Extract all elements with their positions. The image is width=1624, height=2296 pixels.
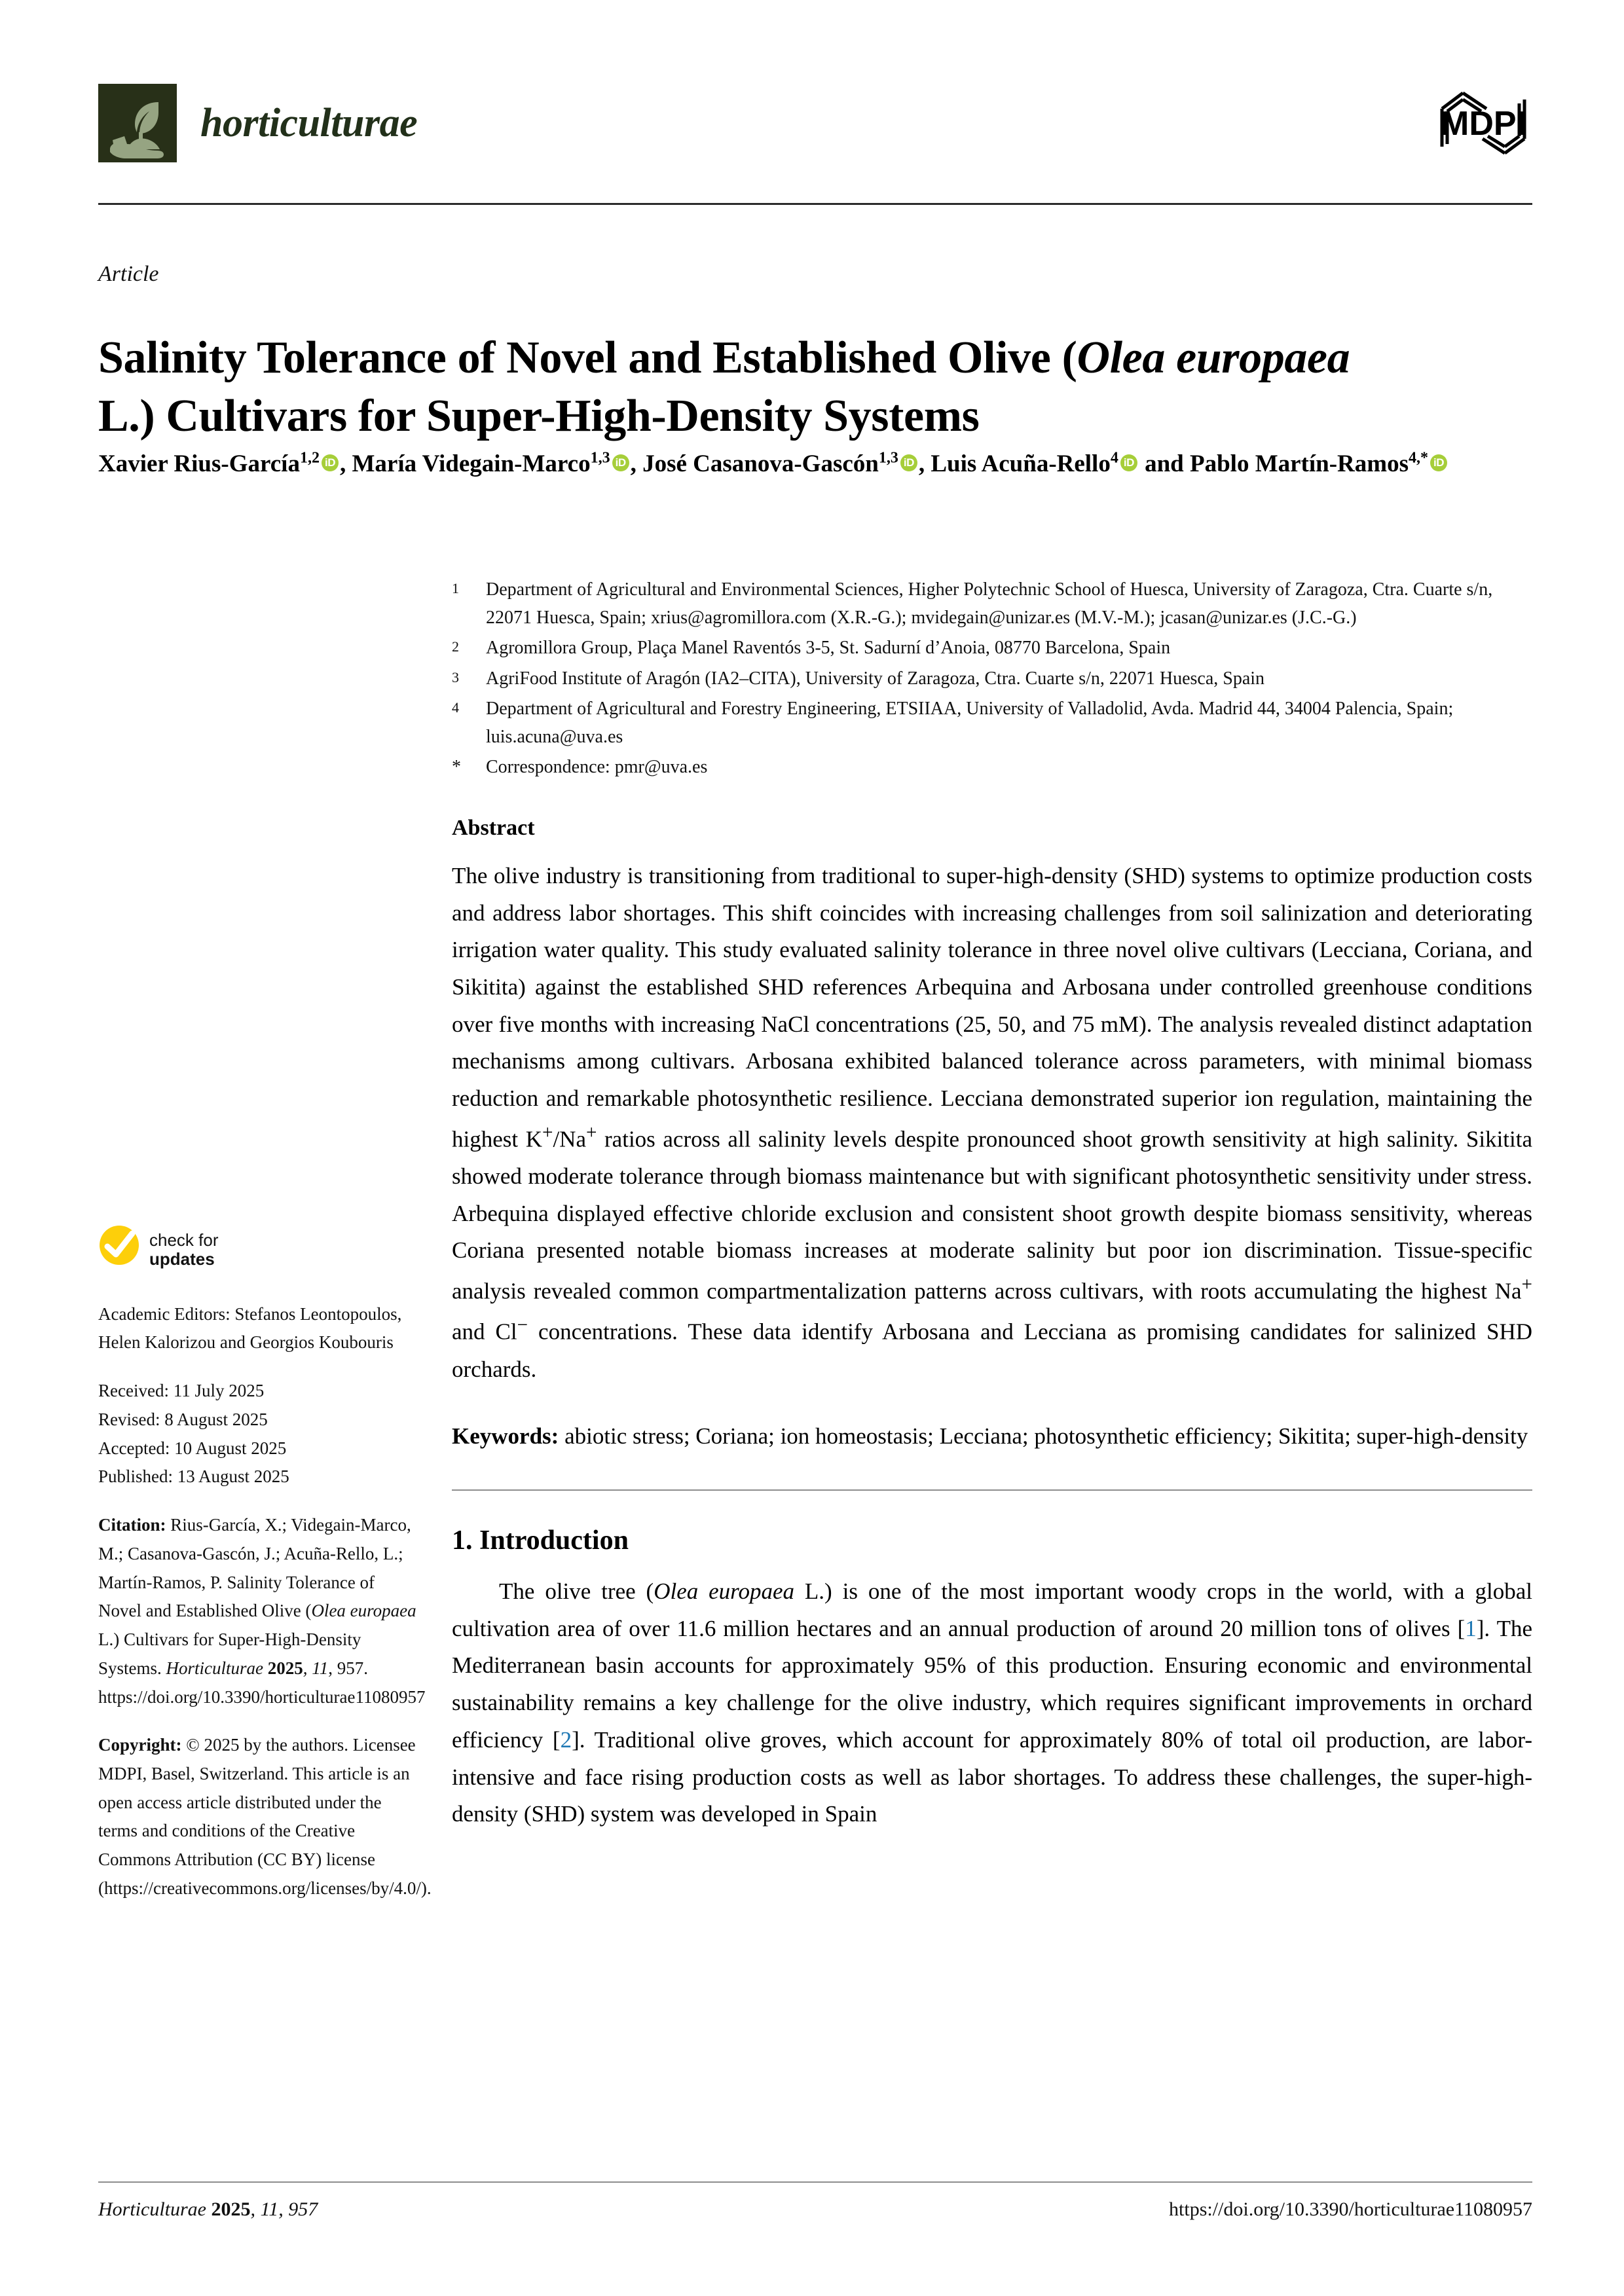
citation-volume: 11 xyxy=(312,1658,329,1678)
superscript-plus: + xyxy=(542,1121,553,1143)
citation-genus-species: Olea europaea xyxy=(311,1601,416,1621)
check-updates-line-1: check for xyxy=(149,1230,219,1250)
author-entry xyxy=(1145,450,1449,477)
footer-divider xyxy=(98,2181,1532,2183)
superscript-minus: − xyxy=(517,1315,528,1336)
orcid-icon[interactable]: iD xyxy=(322,454,339,471)
author-name: María Videgain-Marco xyxy=(352,450,591,477)
journal-branding xyxy=(98,84,417,162)
affiliation-row xyxy=(452,634,1532,663)
title-part-1: Salinity Tolerance of Novel and Established Olive ( xyxy=(98,332,1077,383)
affiliation-text: AgriFood Institute of Aragón (IA2–CITA), University of Zaragoza, Ctra. Cuarte s/n, 22071 Huesca, Spain xyxy=(486,668,1265,689)
intro-part-1: The olive tree ( xyxy=(499,1578,654,1605)
mdpi-wordmark: MDPI xyxy=(1441,105,1526,143)
copyright-block xyxy=(98,1731,432,1903)
affiliation-row xyxy=(452,754,1532,782)
article-type-label: Article xyxy=(98,262,159,286)
footer-volume-page: , 11, 957 xyxy=(250,2198,318,2220)
author-name: Luis Acuña-Rello xyxy=(931,450,1111,477)
affiliation-row xyxy=(452,576,1532,632)
intro-part-3: ]. The Mediterranean basin accounts for approximately 95% of this production. Ensuring economic and environmental sustainability remains a key challenge for the olive industry, which requires significant improvements in orchard efficiency [ xyxy=(452,1615,1532,1753)
check-updates-label xyxy=(149,1231,219,1268)
date-received: Received: 11 July 2025 xyxy=(98,1381,265,1401)
author-separator: , xyxy=(918,450,931,477)
affiliation-marker: 1 xyxy=(452,580,459,596)
author-separator: , xyxy=(339,450,352,477)
introduction-paragraph xyxy=(452,1573,1532,1833)
copyright-label: Copyright: xyxy=(98,1735,182,1755)
author-entry xyxy=(352,450,642,477)
journal-title: horticulturae xyxy=(200,101,418,145)
date-revised: Revised: 8 August 2025 xyxy=(98,1409,268,1429)
abstract-part-3: ratios across all salinity levels despite pronounced shoot growth sensitivity at high salinity. Sikitita showed moderate tolerance through biomass maintenance but with significant photosynthetic sensitivity under stress. Arbequina displayed effective chloride exclusion and consistent shoot growth despite biomass sensitivity, whereas Coriana presented notable biomass increases at moderate salinity but poor ion discrimination. Tissue-specific analysis revealed common compartmentalization patterns across cultivars, with roots accumulating the highest Na xyxy=(452,1126,1532,1304)
intro-genus-species: Olea europaea xyxy=(654,1578,795,1605)
footer-citation xyxy=(98,2198,318,2221)
abstract-text xyxy=(452,858,1532,1389)
crossmark-check-for-updates-badge[interactable] xyxy=(98,1224,419,1275)
affiliation-text: Department of Agricultural and Forestry Engineering, ETSIIAA, University of Valladolid, Avda. Madrid 44, 34004 Palencia, Spain; luis.acuna@uva.es xyxy=(486,699,1454,747)
citation-ref-2[interactable]: 2 xyxy=(560,1726,572,1753)
sidebar xyxy=(98,1224,432,1903)
orcid-icon[interactable]: iD xyxy=(1430,454,1447,471)
footer-journal-name: Horticulturae xyxy=(98,2198,206,2220)
abstract-part-4: and Cl xyxy=(452,1319,517,1345)
introduction-heading: 1. Introduction xyxy=(452,1525,629,1556)
keywords-values: abiotic stress; Coriana; ion homeostasis; Lecciana; photosynthetic efficiency; Sikitita; super-high-density xyxy=(559,1423,1528,1449)
keywords-line xyxy=(452,1418,1532,1455)
author-name: José Casanova-Gascón xyxy=(642,450,879,477)
citation-text-a: Rius-García, X.; Videgain-Marco, M.; Casanova-Gascón, J.; Acuña-Rello, L.; Martín-Ramos, P. Salinity Tolerance of Novel and Established Olive ( xyxy=(98,1515,411,1621)
abstract-part-1: The olive industry is transitioning from traditional to super-high-density (SHD) systems to optimize production costs and address labor shortages. This shift coincides with increasing challenges from soil salinization and deteriorating irrigation water quality. This study evaluated salinity tolerance in three novel olive cultivars (Lecciana, Coriana, and Sikitita) against the established SHD references Arbequina and Arbosana under controlled greenhouse conditions over five months with increasing NaCl concentrations (25, 50, and 75 mM). The analysis revealed distinct adaptation mechanisms among cultivars. Arbosana exhibited balanced tolerance across parameters, with minimal biomass reduction and remarkable photosynthetic resilience. Lecciana demonstrated superior ion regulation, maintaining the highest K xyxy=(452,862,1532,1152)
date-published: Published: 13 August 2025 xyxy=(98,1467,289,1487)
citation-journal: Horticulturae xyxy=(166,1658,264,1678)
citation-pages: , 957. xyxy=(328,1658,369,1678)
citation-ref-1[interactable]: 1 xyxy=(1465,1615,1477,1641)
page-header xyxy=(98,79,1532,193)
checkmark-icon xyxy=(98,1224,140,1275)
citation-label: Citation: xyxy=(98,1515,166,1535)
author-entry xyxy=(98,450,352,477)
check-updates-line-2: updates xyxy=(149,1248,215,1269)
affiliation-row xyxy=(452,695,1532,751)
correspondence-marker: * xyxy=(452,757,461,778)
citation-text-b: L.) Cultivars for Super-High-Density Systems. xyxy=(98,1630,361,1678)
citation-year: 2025 xyxy=(267,1658,303,1678)
intro-part-2: L.) is one of the most important woody crops in the world, with a global cultivation area of over 11.6 million hectares and an annual production of around 20 million tons of olives [ xyxy=(452,1578,1532,1641)
affiliation-marker: 3 xyxy=(452,668,459,685)
keywords-label: Keywords: xyxy=(452,1423,559,1449)
hand-holding-seedling-icon xyxy=(98,84,177,162)
abstract-part-5: concentrations. These data identify Arbosana and Lecciana as promising candidates for salinized SHD orchards. xyxy=(452,1319,1533,1382)
affiliation-text: Department of Agricultural and Environmental Sciences, Higher Polytechnic School of Huesca, University of Zaragoza, Ctra. Cuarte s/n, 22071 Huesca, Spain; xrius@agromillora.com (X.R.-G.); mvidegain@unizar.es (M.V.-M.); jcasan@unizar.es (J.C.-G.) xyxy=(486,579,1493,628)
copyright-text: © 2025 by the authors. Licensee MDPI, Basel, Switzerland. This article is an open access article distributed under the terms and conditions of the Creative Commons Attribution (CC BY) license (https://creativecommons.org/licenses/by/4.0/). xyxy=(98,1735,432,1898)
page-footer xyxy=(98,2198,1532,2221)
author-affil-marker: 4 xyxy=(1110,449,1118,467)
author-list xyxy=(98,445,1467,483)
citation-comma: , xyxy=(303,1658,312,1678)
publication-dates xyxy=(98,1377,419,1491)
academic-editors: Academic Editors: Stefanos Leontopoulos, Helen Kalorizou and Georgios Koubouris xyxy=(98,1303,402,1353)
page-title xyxy=(98,329,1408,446)
author-name: and Pablo Martín-Ramos xyxy=(1145,450,1409,477)
title-species: europaea xyxy=(1176,332,1350,383)
author-affil-marker: 1,3 xyxy=(878,449,898,467)
affiliation-marker: 2 xyxy=(452,638,459,655)
author-entry xyxy=(642,450,931,477)
footer-doi[interactable]: https://doi.org/10.3390/horticulturae11080957 xyxy=(1169,2198,1532,2220)
affiliation-marker: 4 xyxy=(452,699,459,716)
citation-doi-link[interactable]: https://doi.org/10.3390/horticulturae11080957 xyxy=(98,1686,426,1707)
header-divider xyxy=(98,203,1532,205)
abstract-heading: Abstract xyxy=(452,815,535,840)
affiliation-row xyxy=(452,665,1532,693)
correspondence-text: Correspondence: pmr@uva.es xyxy=(486,757,708,778)
author-entry xyxy=(931,450,1138,477)
author-affil-marker: 1,2 xyxy=(299,449,320,467)
mdpi-logo-icon xyxy=(1434,85,1532,162)
citation-block xyxy=(98,1511,426,1711)
author-affil-marker: 1,3 xyxy=(590,449,610,467)
title-part-2: L.) Cultivars for Super-High-Density Systems xyxy=(98,391,980,442)
title-genus: Olea xyxy=(1077,332,1165,383)
orcid-icon[interactable]: iD xyxy=(612,454,629,471)
author-affil-marker: 4,* xyxy=(1409,449,1428,467)
section-divider xyxy=(452,1489,1532,1491)
footer-year: 2025 xyxy=(211,2198,251,2220)
date-accepted: Accepted: 10 August 2025 xyxy=(98,1438,287,1458)
orcid-icon[interactable]: iD xyxy=(900,454,917,471)
superscript-plus: + xyxy=(1521,1274,1532,1296)
author-name: Xavier Rius-García xyxy=(98,450,300,477)
superscript-plus: + xyxy=(585,1121,597,1143)
affiliation-list xyxy=(452,576,1532,782)
orcid-icon[interactable]: iD xyxy=(1120,454,1137,471)
author-separator: , xyxy=(630,450,643,477)
affiliation-text: Agromillora Group, Plaça Manel Raventós 3-5, St. Sadurní d’Anoia, 08770 Barcelona, Spain xyxy=(486,638,1171,659)
main-content xyxy=(452,576,1532,1833)
intro-part-4: ]. Traditional olive groves, which account for approximately 80% of total oil production, are labor-intensive and face rising production costs as well as labor shortages. To address these challenges, the super-high-density (SHD) system was developed in Spain xyxy=(452,1726,1532,1827)
abstract-part-2: /Na xyxy=(553,1126,586,1152)
